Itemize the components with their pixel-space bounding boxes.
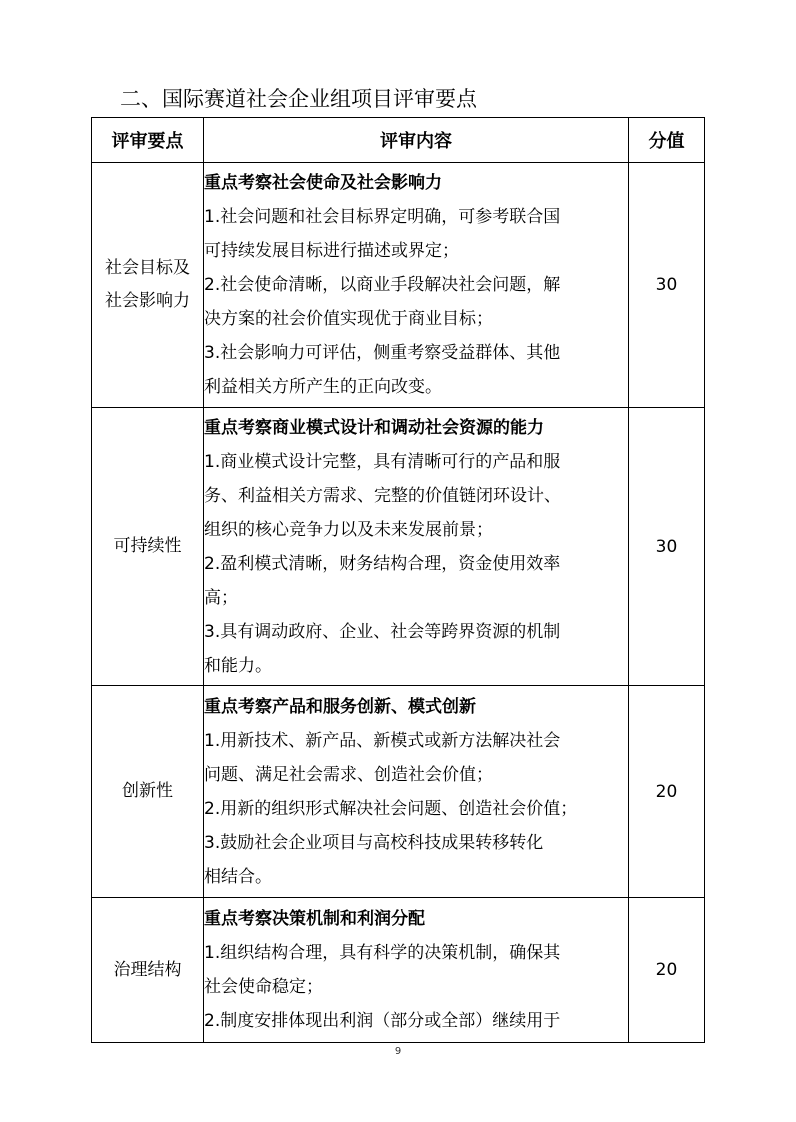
criteria-label: 可持续性: [113, 536, 182, 556]
criteria-cell: [92, 163, 204, 408]
score-cell: 20: [629, 686, 705, 898]
header-score: 分值: [629, 118, 705, 163]
content-lead: 重点考察商业模式设计和调动社会资源的能力: [204, 417, 544, 438]
content-line: 可持续发展目标进行描述或界定；: [204, 241, 459, 261]
content-lead: 重点考察产品和服务创新、模式创新: [204, 696, 476, 717]
content-line: 2.用新的组织形式解决社会问题、创造社会价值；: [204, 798, 578, 819]
content-line: 3.具有调动政府、企业、社会等跨界资源的机制: [204, 621, 561, 642]
table-row: [92, 898, 705, 1043]
content-line: 问题、满足社会需求、创造社会价值；: [204, 764, 493, 785]
content-line: 高；: [204, 587, 238, 608]
score-cell: 30: [629, 408, 705, 686]
evaluation-table: [91, 117, 705, 1043]
content-line: 利益相关方所产生的正向改变。: [204, 377, 442, 397]
criteria-label: 创新性: [122, 781, 173, 801]
header-content: 评审内容: [204, 118, 629, 163]
content-lead: 重点考察决策机制和利润分配: [204, 909, 425, 929]
content-line: 和能力。: [204, 655, 272, 676]
content-line: 2.社会使命清晰，以商业手段解决社会问题，解: [204, 275, 561, 295]
criteria-cell: [92, 898, 204, 1043]
table-header-row: [92, 118, 705, 163]
content-line: 1.商业模式设计完整，具有清晰可行的产品和服: [204, 451, 561, 472]
content-line: 务、利益相关方需求、完整的价值链闭环设计、: [204, 485, 561, 506]
score-cell: 30: [629, 163, 705, 408]
content-cell: [204, 686, 629, 898]
criteria-cell: [92, 408, 204, 686]
content-cell: [204, 408, 629, 686]
criteria-cell: [92, 686, 204, 898]
content-line: 组织的核心竞争力以及未来发展前景；: [204, 519, 493, 540]
content-line: 社会使命稳定；: [204, 977, 323, 997]
score-cell: 20: [629, 898, 705, 1043]
criteria-label: 社会目标及: [105, 258, 190, 278]
content-line: 1.社会问题和社会目标界定明确，可参考联合国: [204, 207, 561, 227]
table-row: [92, 408, 705, 686]
page-number: 9: [394, 1046, 402, 1057]
content-line: 3.鼓励社会企业项目与高校科技成果转移转化: [204, 832, 544, 853]
criteria-label: 治理结构: [113, 959, 182, 980]
content-lead: 重点考察社会使命及社会影响力: [204, 173, 442, 193]
content-line: 1.组织结构合理，具有科学的决策机制，确保其: [204, 943, 561, 963]
content-cell: [204, 898, 629, 1043]
content-cell: [204, 163, 629, 408]
content-line: 2.制度安排体现出利润（部分或全部）继续用于: [204, 1011, 561, 1031]
content-line: 相结合。: [204, 866, 272, 887]
content-line: 2.盈利模式清晰，财务结构合理，资金使用效率: [204, 553, 561, 574]
content-line: 3.社会影响力可评估，侧重考察受益群体、其他: [204, 343, 561, 363]
section-heading: 二、国际赛道社会企业组项目评审要点: [120, 87, 477, 111]
criteria-label: 社会影响力: [105, 291, 190, 311]
table-row: [92, 163, 705, 408]
content-line: 1.用新技术、新产品、新模式或新方法解决社会: [204, 730, 561, 751]
content-line: 决方案的社会价值实现优于商业目标；: [204, 309, 493, 329]
header-criteria: 评审要点: [92, 118, 204, 163]
table-row: [92, 686, 705, 898]
